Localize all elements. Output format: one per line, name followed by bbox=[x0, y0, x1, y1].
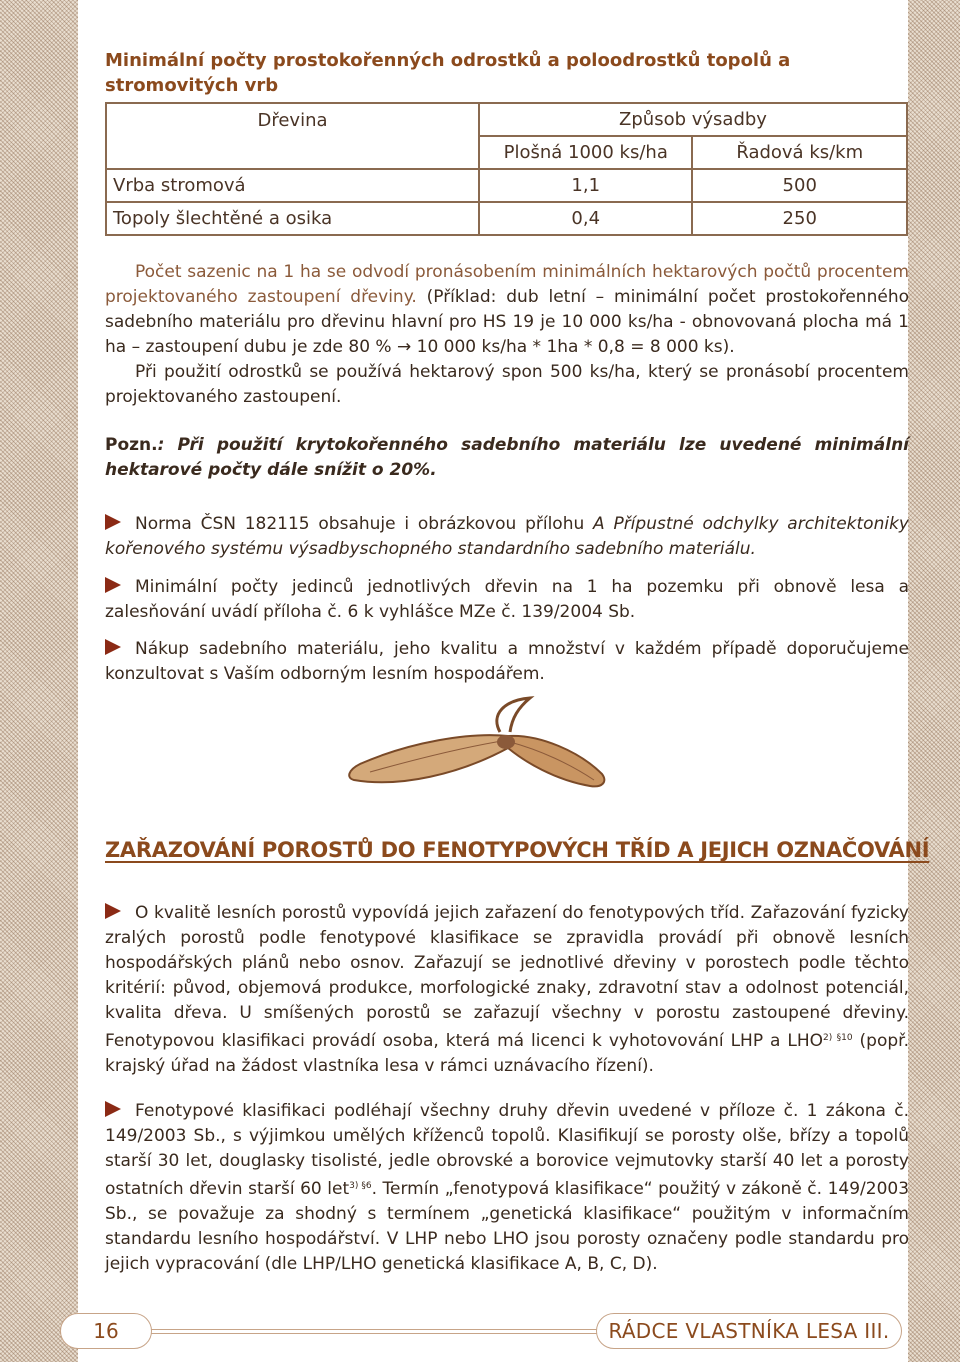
bullet-triangle-icon bbox=[105, 577, 121, 593]
bullet-triangle-icon bbox=[105, 903, 121, 919]
note: Pozn.: Při použití krytokořenného sadebního materiálu lze uvedené minimální hektarové počty dále snížit o 20%. bbox=[105, 435, 909, 480]
header-species: Dřevina bbox=[106, 103, 479, 136]
section-title: ZAŘAZOVÁNÍ POROSTŮ DO FENOTYPOVÝCH TŘÍD A JEJICH OZNAČOVÁNÍ bbox=[105, 838, 930, 862]
right-hatched-margin bbox=[908, 0, 960, 1362]
table-row: Vrba stromová 1,1 500 bbox=[106, 169, 907, 202]
running-title: RÁDCE VLASTNÍKA LESA III. bbox=[596, 1313, 902, 1349]
seedling-table bbox=[105, 102, 908, 236]
paragraph-calculation: Počet sazenic na 1 ha se odvodí pronásobením minimálních hektarových počtů procentem projektovaného zastoupení dřeviny. (Příklad: dub letní – minimální počet prostokořenného sadebního materiálu pro dřevinu hlavní pro HS 19 je 10 000 ks/ha - obnovovaná plocha má 1 ha – zastoupení dubu je zde 80 % → 10 000 ks/ha * 1ha * 0,8 = 8 000 ks). bbox=[105, 262, 909, 357]
section-paragraph-quality: O kvalitě lesních porostů vypovídá jejich zařazení do fenotypových tříd. Zařazování fyzicky zralých porostů podle fenotypové klasifikace se zpravidla provádí při obnově lesních hospodářských plánů nebo osnov. Zařazují se jednotlivé dřeviny v porostech podle těchto kritérií: původ, objemová produkce, morfologické znaky, zdravotní stav a odolnost potenciál, kvalita dřeva. U smíšených porostů se zařazují všechny v porostu zastoupené dřeviny. Fenotypovou klasifikaci provádí osoba, která má licenci k vyhotovování LHP a $LHO^{2) \S 10}$ (popř. krajský úřad na žádost vlastníka lesa v rámci uznávacího řízení). bbox=[105, 903, 909, 1076]
section-paragraph-classification: Fenotypové klasifikaci podléhají všechny druhy dřevin uvedené v příloze č. 1 zákona č. 149/2003 Sb., s výjimkou umělých kříženců topolů. Klasifikují se porosty olše, břízy a topolů starší 30 let, douglasky tisolisté, jedle obrovské a borovice vejmutovky starší 40 let a porosty ostatních dřevin starší 60 let$^{3) \S 6}$. Termín „fenotypová klasifikace“ použitý v zákoně č. 149/2003 Sb., se považuje za shodný s termínem „genetická klasifikace“ použitým v informačním standardu lesního hospodářství. V LHP nebo LHO jsou porosty označeny podle standardu pro jejich vypracování (dle LHP/LHO genetická klasifikace A, B, C, D). bbox=[105, 1101, 910, 1274]
bullet-min-counts: Minimální počty jedinců jednotlivých dřevin na 1 ha pozemku při obnově lesa a zalesňování uvádí příloha č. 6 k vyhlášce MZe č. 139/2004 Sb. bbox=[105, 577, 909, 622]
header-area: Plošná 1000 ks/ha bbox=[479, 136, 692, 169]
left-hatched-margin bbox=[0, 0, 78, 1362]
bullet-triangle-icon bbox=[105, 1101, 121, 1117]
header-row: Řadová ks/km bbox=[692, 136, 907, 169]
bullet-norm: Norma ČSN 182115 obsahuje i obrázkovou přílohu A Přípustné odchylky architektoniky kořenového systému výsadbyschopného standardního sadebního materiálu. bbox=[105, 514, 909, 559]
bullet-purchase: Nákup sadebního materiálu, jeho kvalitu a množství v každém případě doporučujeme konzultovat s Vaším odborným lesním hospodářem. bbox=[105, 639, 909, 684]
bullet-triangle-icon bbox=[105, 639, 121, 655]
bullet-triangle-icon bbox=[105, 514, 121, 530]
header-method: Způsob výsadby bbox=[479, 103, 907, 136]
seed-illustration bbox=[340, 692, 620, 802]
table-title: Minimální počty prostokořenných odrostků a poloodrostků topolů a stromovitých vrb bbox=[105, 50, 791, 96]
page-number: 16 bbox=[60, 1313, 152, 1349]
table-row: Topoly šlechtěné a osika 0,4 250 bbox=[106, 202, 907, 235]
paragraph-saplings: Při použití odrostků se používá hektarový spon 500 ks/ha, který se pronásobí procentem projektovaného zastoupení. bbox=[105, 362, 909, 407]
footer bbox=[60, 1313, 900, 1347]
